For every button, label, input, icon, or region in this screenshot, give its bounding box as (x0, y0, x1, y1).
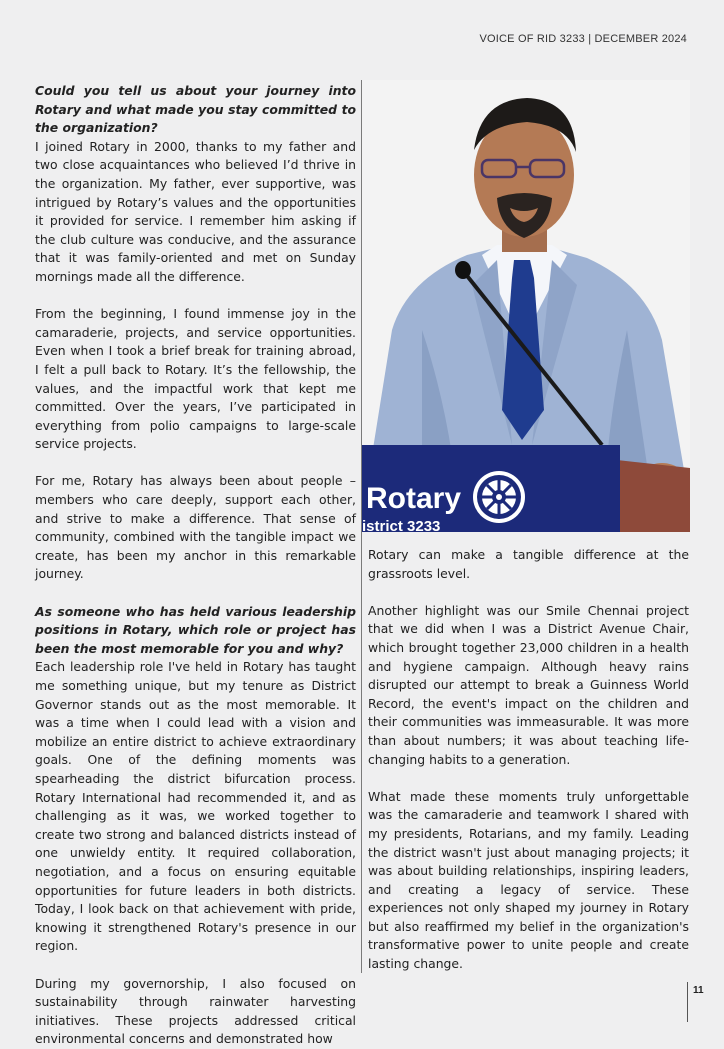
page-header: VOICE OF RID 3233 | DECEMBER 2024 (479, 33, 687, 45)
answer-2-paragraph-1: Each leadership role I've held in Rotary has taught me something unique, but my tenure as District Governor stands out as the most memorable. It was a time when I could lead with a vision and mobilize an entire district to achieve extraordinary goals. One of the defining moments was spearheading the district bifurcation process. Rotary International had recommended it, and as challenging as it was, we worked together to create two strong and balanced districts instead of one unwieldy entity. It required collaboration, negotiation, and a focus on ensuring equitable opportunities for future leaders in both districts. Today, I look back on that achievement with pride, knowing it strengthened Rotary's presence in our region. (35, 659, 356, 954)
right-paragraph-3: What made these moments truly unforgettable was the camaraderie and teamwork I shared with my presidents, Rotarians, and my family. Leading the district wasn't just about managing projects; it was about building relationships, inspiring leaders, and creating a legacy of service. These experiences not only shaped my journey in Rotary but also reaffirmed my belief in the organization's transformative power to unite people and create lasting change. (368, 788, 689, 972)
right-paragraph-1: Rotary can make a tangible difference at the grassroots level. (368, 547, 689, 581)
answer-1-paragraph-2: From the beginning, I found immense joy in the camaraderie, projects, and service opportunities. Even when I took a brief break for training abroad, I felt a pull back to Rotary. It’s the fellowship, the values, and the impactful work that kept me committed. Over the years, I’ve participated in everything from polio campaigns to large-scale service projects. (35, 306, 356, 452)
speaker-photo (362, 80, 690, 532)
answer-1-paragraph-3: For me, Rotary has always been about people – members who care deeply, support each other, and strive to make a difference. That sense of community, combined with the tangible impact we create, has been my anchor in this remarkable journey. (35, 473, 356, 582)
left-column (35, 82, 356, 1049)
podium-rotary-text: Rotary (366, 482, 462, 515)
right-column (368, 546, 689, 974)
right-paragraph-2: Another highlight was our Smile Chennai project that we did when I was a District Avenue Chair, which brought together 23,000 children in a health and hygiene campaign. Although heavy rains disrupted our attempt to break a Guinness World Record, the event's impact on the children and their communities was immeasurable. It was more than about numbers; it was about teaching life-changing habits to a generation. (368, 602, 689, 767)
page-number-divider (687, 982, 688, 1022)
podium-district-text: istrict 3233 (362, 518, 441, 532)
answer-2-paragraph-2: During my governorship, I also focused on sustainability through rainwater harvesting initiatives. These projects addressed critical environmental concerns and demonstrated how (35, 975, 356, 1047)
question-2: As someone who has held various leadership positions in Rotary, which role or project has been the most memorable for you and why? (35, 603, 356, 656)
rotary-wheel-icon (473, 471, 525, 523)
question-1: Could you tell us about your journey into Rotary and what made you stay committed to the organization? (35, 83, 356, 136)
answer-1-paragraph-1: I joined Rotary in 2000, thanks to my father and two close acquaintances who believed I’d thrive in the organization. My father, ever supportive, was intrigued by Rotary’s values and the opportunities it provided for service. I remember him asking if the club culture was conducive, and the assurance that it was family-oriented and met on Sunday mornings made all the difference. (35, 138, 356, 284)
page-number: 11 (693, 985, 704, 996)
